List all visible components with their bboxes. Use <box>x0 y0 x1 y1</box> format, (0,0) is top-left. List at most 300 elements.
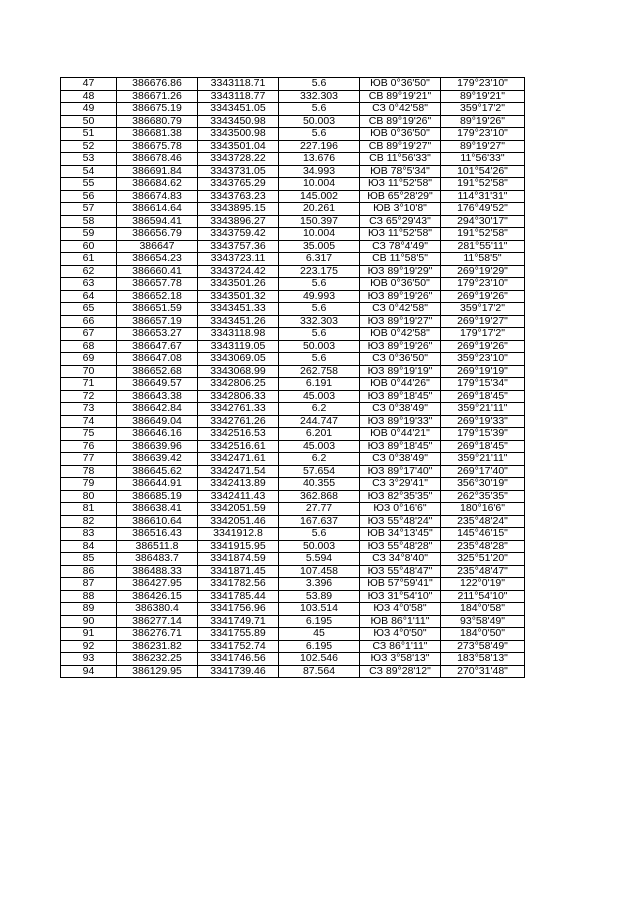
point-number-cell: 76 <box>61 440 117 453</box>
distance-cell: 50.003 <box>279 115 360 128</box>
azimuth-cell: 11°56'33" <box>441 153 525 166</box>
y-coordinate-cell: 3343728.22 <box>198 153 279 166</box>
y-coordinate-cell: 3343451.26 <box>198 315 279 328</box>
x-coordinate-cell: 386654.23 <box>117 253 198 266</box>
distance-cell: 227.196 <box>279 140 360 153</box>
table-row <box>61 453 525 466</box>
x-coordinate-cell: 386645.62 <box>117 465 198 478</box>
rhumb-cell: ЮЗ 0°16'6" <box>360 503 441 516</box>
point-number-cell: 50 <box>61 115 117 128</box>
rhumb-cell: ЮВ 0°44'21" <box>360 428 441 441</box>
rhumb-cell: ЮВ 34°13'45" <box>360 528 441 541</box>
x-coordinate-cell: 386652.68 <box>117 365 198 378</box>
rhumb-cell: СВ 11°56'33" <box>360 153 441 166</box>
distance-cell: 35.005 <box>279 240 360 253</box>
y-coordinate-cell: 3343118.77 <box>198 90 279 103</box>
azimuth-cell: 359°17'2" <box>441 303 525 316</box>
azimuth-cell: 269°19'27" <box>441 315 525 328</box>
y-coordinate-cell: 3343501.32 <box>198 290 279 303</box>
azimuth-cell: 294°30'17" <box>441 215 525 228</box>
distance-cell: 40.355 <box>279 478 360 491</box>
table-row <box>61 215 525 228</box>
x-coordinate-cell: 386657.19 <box>117 315 198 328</box>
y-coordinate-cell: 3343765.29 <box>198 178 279 191</box>
table-row <box>61 165 525 178</box>
rhumb-cell: ЮЗ 89°18'45" <box>360 440 441 453</box>
x-coordinate-cell: 386657.78 <box>117 278 198 291</box>
distance-cell: 6.2 <box>279 453 360 466</box>
y-coordinate-cell: 3341746.56 <box>198 653 279 666</box>
azimuth-cell: 89°19'26" <box>441 115 525 128</box>
azimuth-cell: 191°52'58" <box>441 228 525 241</box>
y-coordinate-cell: 3343895.15 <box>198 203 279 216</box>
y-coordinate-cell: 3343501.04 <box>198 140 279 153</box>
table-row <box>61 465 525 478</box>
point-number-cell: 67 <box>61 328 117 341</box>
azimuth-cell: 356°30'19" <box>441 478 525 491</box>
table-row <box>61 140 525 153</box>
azimuth-cell: 122°0'19" <box>441 578 525 591</box>
point-number-cell: 64 <box>61 290 117 303</box>
table-row <box>61 603 525 616</box>
azimuth-cell: 273°58'49" <box>441 640 525 653</box>
rhumb-cell: ЮВ 78°5'34" <box>360 165 441 178</box>
y-coordinate-cell: 3342761.26 <box>198 415 279 428</box>
distance-cell: 5.6 <box>279 103 360 116</box>
distance-cell: 34.993 <box>279 165 360 178</box>
rhumb-cell: СЗ 86°1'11" <box>360 640 441 653</box>
distance-cell: 53.89 <box>279 590 360 603</box>
distance-cell: 5.6 <box>279 303 360 316</box>
y-coordinate-cell: 3343450.98 <box>198 115 279 128</box>
rhumb-cell: ЮВ 0°36'50" <box>360 278 441 291</box>
azimuth-cell: 180°16'6" <box>441 503 525 516</box>
point-number-cell: 91 <box>61 628 117 641</box>
y-coordinate-cell: 3343723.11 <box>198 253 279 266</box>
y-coordinate-cell: 3342413.89 <box>198 478 279 491</box>
y-coordinate-cell: 3343501.26 <box>198 278 279 291</box>
x-coordinate-cell: 386614.64 <box>117 203 198 216</box>
azimuth-cell: 211°54'10" <box>441 590 525 603</box>
rhumb-cell: СЗ 89°28'12" <box>360 665 441 678</box>
distance-cell: 45 <box>279 628 360 641</box>
rhumb-cell: ЮЗ 89°19'27" <box>360 315 441 328</box>
distance-cell: 5.6 <box>279 278 360 291</box>
y-coordinate-cell: 3341782.56 <box>198 578 279 591</box>
distance-cell: 57.654 <box>279 465 360 478</box>
rhumb-cell: ЮЗ 89°19'29" <box>360 265 441 278</box>
distance-cell: 45.003 <box>279 440 360 453</box>
distance-cell: 223.175 <box>279 265 360 278</box>
point-number-cell: 70 <box>61 365 117 378</box>
azimuth-cell: 183°58'13" <box>441 653 525 666</box>
distance-cell: 10.004 <box>279 228 360 241</box>
point-number-cell: 47 <box>61 78 117 91</box>
rhumb-cell: ЮЗ 11°52'58" <box>360 228 441 241</box>
rhumb-cell: ЮЗ 4°0'58" <box>360 603 441 616</box>
azimuth-cell: 359°21'11" <box>441 403 525 416</box>
x-coordinate-cell: 386488.33 <box>117 565 198 578</box>
y-coordinate-cell: 3341871.45 <box>198 565 279 578</box>
rhumb-cell: ЮЗ 89°19'26" <box>360 340 441 353</box>
x-coordinate-cell: 386277.14 <box>117 615 198 628</box>
point-number-cell: 87 <box>61 578 117 591</box>
y-coordinate-cell: 3343759.42 <box>198 228 279 241</box>
x-coordinate-cell: 386483.7 <box>117 553 198 566</box>
rhumb-cell: ЮВ 3°10'8" <box>360 203 441 216</box>
y-coordinate-cell: 3343724.42 <box>198 265 279 278</box>
table-row <box>61 278 525 291</box>
point-number-cell: 85 <box>61 553 117 566</box>
rhumb-cell: ЮЗ 89°18'45" <box>360 390 441 403</box>
azimuth-cell: 184°0'58" <box>441 603 525 616</box>
x-coordinate-cell: 386610.64 <box>117 515 198 528</box>
azimuth-cell: 262°35'35" <box>441 490 525 503</box>
rhumb-cell: СЗ 0°38'49" <box>360 403 441 416</box>
x-coordinate-cell: 386129.95 <box>117 665 198 678</box>
x-coordinate-cell: 386646.16 <box>117 428 198 441</box>
azimuth-cell: 269°19'29" <box>441 265 525 278</box>
y-coordinate-cell: 3343731.05 <box>198 165 279 178</box>
point-number-cell: 62 <box>61 265 117 278</box>
azimuth-cell: 269°19'26" <box>441 340 525 353</box>
table-row <box>61 78 525 91</box>
table-row <box>61 353 525 366</box>
table-row <box>61 565 525 578</box>
point-number-cell: 51 <box>61 128 117 141</box>
distance-cell: 50.003 <box>279 340 360 353</box>
point-number-cell: 71 <box>61 378 117 391</box>
table-row <box>61 290 525 303</box>
x-coordinate-cell: 386674.83 <box>117 190 198 203</box>
point-number-cell: 75 <box>61 428 117 441</box>
point-number-cell: 82 <box>61 515 117 528</box>
y-coordinate-cell: 3342516.53 <box>198 428 279 441</box>
rhumb-cell: ЮЗ 55°48'47" <box>360 565 441 578</box>
azimuth-cell: 281°55'11" <box>441 240 525 253</box>
table-row <box>61 528 525 541</box>
table-row <box>61 428 525 441</box>
rhumb-cell: ЮЗ 89°19'19" <box>360 365 441 378</box>
distance-cell: 6.317 <box>279 253 360 266</box>
y-coordinate-cell: 3342051.59 <box>198 503 279 516</box>
distance-cell: 5.6 <box>279 128 360 141</box>
azimuth-cell: 179°23'10" <box>441 128 525 141</box>
table-row <box>61 440 525 453</box>
point-number-cell: 72 <box>61 390 117 403</box>
x-coordinate-cell: 386660.41 <box>117 265 198 278</box>
distance-cell: 167.637 <box>279 515 360 528</box>
point-number-cell: 90 <box>61 615 117 628</box>
y-coordinate-cell: 3341755.89 <box>198 628 279 641</box>
rhumb-cell: ЮВ 0°36'50" <box>360 78 441 91</box>
point-number-cell: 86 <box>61 565 117 578</box>
y-coordinate-cell: 3341739.46 <box>198 665 279 678</box>
distance-cell: 362.868 <box>279 490 360 503</box>
x-coordinate-cell: 386426.15 <box>117 590 198 603</box>
point-number-cell: 84 <box>61 540 117 553</box>
table-row <box>61 340 525 353</box>
y-coordinate-cell: 3342411.43 <box>198 490 279 503</box>
rhumb-cell: СВ 11°58'5" <box>360 253 441 266</box>
y-coordinate-cell: 3343757.36 <box>198 240 279 253</box>
x-coordinate-cell: 386639.42 <box>117 453 198 466</box>
table-row <box>61 153 525 166</box>
rhumb-cell: ЮЗ 11°52'58" <box>360 178 441 191</box>
distance-cell: 262.758 <box>279 365 360 378</box>
azimuth-cell: 179°15'39" <box>441 428 525 441</box>
x-coordinate-cell: 386691.84 <box>117 165 198 178</box>
rhumb-cell: ЮВ 86°1'11" <box>360 615 441 628</box>
y-coordinate-cell: 3343451.33 <box>198 303 279 316</box>
point-number-cell: 48 <box>61 90 117 103</box>
x-coordinate-cell: 386675.19 <box>117 103 198 116</box>
x-coordinate-cell: 386380.4 <box>117 603 198 616</box>
azimuth-cell: 89°19'27" <box>441 140 525 153</box>
azimuth-cell: 179°23'10" <box>441 78 525 91</box>
rhumb-cell: СЗ 0°38'49" <box>360 453 441 466</box>
rhumb-cell: ЮЗ 4°0'50" <box>360 628 441 641</box>
table-row <box>61 240 525 253</box>
distance-cell: 5.6 <box>279 353 360 366</box>
point-number-cell: 57 <box>61 203 117 216</box>
table-row <box>61 640 525 653</box>
x-coordinate-cell: 386638.41 <box>117 503 198 516</box>
y-coordinate-cell: 3342516.61 <box>198 440 279 453</box>
y-coordinate-cell: 3342471.61 <box>198 453 279 466</box>
distance-cell: 6.191 <box>279 378 360 391</box>
table-row <box>61 103 525 116</box>
y-coordinate-cell: 3343763.23 <box>198 190 279 203</box>
point-number-cell: 88 <box>61 590 117 603</box>
table-row <box>61 203 525 216</box>
distance-cell: 150.397 <box>279 215 360 228</box>
x-coordinate-cell: 386232.25 <box>117 653 198 666</box>
x-coordinate-cell: 386651.59 <box>117 303 198 316</box>
azimuth-cell: 359°23'10" <box>441 353 525 366</box>
y-coordinate-cell: 3342806.25 <box>198 378 279 391</box>
azimuth-cell: 179°15'34" <box>441 378 525 391</box>
rhumb-cell: ЮЗ 55°48'24" <box>360 515 441 528</box>
rhumb-cell: СЗ 0°42'58" <box>360 103 441 116</box>
rhumb-cell: ЮВ 0°42'58" <box>360 328 441 341</box>
x-coordinate-cell: 386656.79 <box>117 228 198 241</box>
x-coordinate-cell: 386594.41 <box>117 215 198 228</box>
x-coordinate-cell: 386653.27 <box>117 328 198 341</box>
rhumb-cell: СЗ 65°29'43" <box>360 215 441 228</box>
x-coordinate-cell: 386647 <box>117 240 198 253</box>
azimuth-cell: 269°18'45" <box>441 390 525 403</box>
y-coordinate-cell: 3341915.95 <box>198 540 279 553</box>
table-row <box>61 190 525 203</box>
x-coordinate-cell: 386675.78 <box>117 140 198 153</box>
x-coordinate-cell: 386511.8 <box>117 540 198 553</box>
point-number-cell: 81 <box>61 503 117 516</box>
azimuth-cell: 179°23'10" <box>441 278 525 291</box>
table-row <box>61 490 525 503</box>
x-coordinate-cell: 386643.38 <box>117 390 198 403</box>
table-row <box>61 265 525 278</box>
table-row <box>61 665 525 678</box>
point-number-cell: 60 <box>61 240 117 253</box>
azimuth-cell: 325°51'20" <box>441 553 525 566</box>
table-row <box>61 128 525 141</box>
rhumb-cell: ЮВ 57°59'41" <box>360 578 441 591</box>
azimuth-cell: 235°48'47" <box>441 565 525 578</box>
rhumb-cell: ЮЗ 82°35'35" <box>360 490 441 503</box>
point-number-cell: 92 <box>61 640 117 653</box>
azimuth-cell: 89°19'21" <box>441 90 525 103</box>
azimuth-cell: 179°17'2" <box>441 328 525 341</box>
rhumb-cell: СЗ 3°29'41" <box>360 478 441 491</box>
point-number-cell: 79 <box>61 478 117 491</box>
rhumb-cell: СЗ 78°4'49" <box>360 240 441 253</box>
rhumb-cell: СВ 89°19'26" <box>360 115 441 128</box>
y-coordinate-cell: 3343118.71 <box>198 78 279 91</box>
y-coordinate-cell: 3341785.44 <box>198 590 279 603</box>
distance-cell: 6.201 <box>279 428 360 441</box>
distance-cell: 5.6 <box>279 328 360 341</box>
point-number-cell: 78 <box>61 465 117 478</box>
point-number-cell: 77 <box>61 453 117 466</box>
x-coordinate-cell: 386649.57 <box>117 378 198 391</box>
rhumb-cell: СЗ 34°8'40" <box>360 553 441 566</box>
rhumb-cell: СЗ 0°36'50" <box>360 353 441 366</box>
table-row <box>61 478 525 491</box>
distance-cell: 87.564 <box>279 665 360 678</box>
coordinates-table-body <box>61 78 525 678</box>
point-number-cell: 54 <box>61 165 117 178</box>
table-row <box>61 653 525 666</box>
distance-cell: 5.6 <box>279 78 360 91</box>
x-coordinate-cell: 386649.04 <box>117 415 198 428</box>
point-number-cell: 49 <box>61 103 117 116</box>
azimuth-cell: 359°17'2" <box>441 103 525 116</box>
distance-cell: 107.458 <box>279 565 360 578</box>
x-coordinate-cell: 386678.46 <box>117 153 198 166</box>
y-coordinate-cell: 3343451.05 <box>198 103 279 116</box>
distance-cell: 5.6 <box>279 528 360 541</box>
x-coordinate-cell: 386684.62 <box>117 178 198 191</box>
distance-cell: 332.303 <box>279 90 360 103</box>
distance-cell: 6.195 <box>279 615 360 628</box>
azimuth-cell: 269°19'33" <box>441 415 525 428</box>
azimuth-cell: 359°21'11" <box>441 453 525 466</box>
table-row <box>61 378 525 391</box>
distance-cell: 103.514 <box>279 603 360 616</box>
point-number-cell: 93 <box>61 653 117 666</box>
table-row <box>61 628 525 641</box>
table-row <box>61 228 525 241</box>
y-coordinate-cell: 3341749.71 <box>198 615 279 628</box>
x-coordinate-cell: 386681.38 <box>117 128 198 141</box>
azimuth-cell: 235°48'28" <box>441 540 525 553</box>
y-coordinate-cell: 3343069.05 <box>198 353 279 366</box>
distance-cell: 3.396 <box>279 578 360 591</box>
y-coordinate-cell: 3343118.98 <box>198 328 279 341</box>
x-coordinate-cell: 386231.82 <box>117 640 198 653</box>
x-coordinate-cell: 386276.71 <box>117 628 198 641</box>
rhumb-cell: СВ 89°19'21" <box>360 90 441 103</box>
distance-cell: 244.747 <box>279 415 360 428</box>
azimuth-cell: 11°58'5" <box>441 253 525 266</box>
table-row <box>61 315 525 328</box>
distance-cell: 10.004 <box>279 178 360 191</box>
x-coordinate-cell: 386685.19 <box>117 490 198 503</box>
distance-cell: 145.002 <box>279 190 360 203</box>
y-coordinate-cell: 3343500.98 <box>198 128 279 141</box>
point-number-cell: 74 <box>61 415 117 428</box>
point-number-cell: 53 <box>61 153 117 166</box>
y-coordinate-cell: 3343068.99 <box>198 365 279 378</box>
table-row <box>61 540 525 553</box>
x-coordinate-cell: 386652.18 <box>117 290 198 303</box>
point-number-cell: 68 <box>61 340 117 353</box>
coordinates-table <box>60 77 525 678</box>
point-number-cell: 94 <box>61 665 117 678</box>
rhumb-cell: ЮЗ 89°17'40" <box>360 465 441 478</box>
distance-cell: 49.993 <box>279 290 360 303</box>
rhumb-cell: ЮЗ 31°54'10" <box>360 590 441 603</box>
distance-cell: 5.594 <box>279 553 360 566</box>
distance-cell: 102.546 <box>279 653 360 666</box>
y-coordinate-cell: 3341912.8 <box>198 528 279 541</box>
point-number-cell: 55 <box>61 178 117 191</box>
rhumb-cell: СВ 89°19'27" <box>360 140 441 153</box>
table-row <box>61 578 525 591</box>
table-row <box>61 90 525 103</box>
y-coordinate-cell: 3341752.74 <box>198 640 279 653</box>
rhumb-cell: ЮВ 0°36'50" <box>360 128 441 141</box>
x-coordinate-cell: 386642.84 <box>117 403 198 416</box>
point-number-cell: 58 <box>61 215 117 228</box>
table-row <box>61 390 525 403</box>
point-number-cell: 63 <box>61 278 117 291</box>
table-row <box>61 515 525 528</box>
y-coordinate-cell: 3343119.05 <box>198 340 279 353</box>
point-number-cell: 66 <box>61 315 117 328</box>
x-coordinate-cell: 386516.43 <box>117 528 198 541</box>
x-coordinate-cell: 386639.96 <box>117 440 198 453</box>
table-row <box>61 115 525 128</box>
point-number-cell: 59 <box>61 228 117 241</box>
y-coordinate-cell: 3341756.96 <box>198 603 279 616</box>
azimuth-cell: 269°18'45" <box>441 440 525 453</box>
distance-cell: 20.261 <box>279 203 360 216</box>
point-number-cell: 83 <box>61 528 117 541</box>
table-row <box>61 403 525 416</box>
distance-cell: 45.003 <box>279 390 360 403</box>
distance-cell: 50.003 <box>279 540 360 553</box>
table-row <box>61 553 525 566</box>
azimuth-cell: 269°17'40" <box>441 465 525 478</box>
azimuth-cell: 235°48'24" <box>441 515 525 528</box>
azimuth-cell: 101°54'26" <box>441 165 525 178</box>
azimuth-cell: 93°58'49" <box>441 615 525 628</box>
y-coordinate-cell: 3342761.33 <box>198 403 279 416</box>
x-coordinate-cell: 386644.91 <box>117 478 198 491</box>
azimuth-cell: 176°49'52" <box>441 203 525 216</box>
rhumb-cell: СЗ 0°42'58" <box>360 303 441 316</box>
x-coordinate-cell: 386680.79 <box>117 115 198 128</box>
rhumb-cell: ЮВ 65°28'29" <box>360 190 441 203</box>
point-number-cell: 73 <box>61 403 117 416</box>
azimuth-cell: 145°46'15" <box>441 528 525 541</box>
point-number-cell: 56 <box>61 190 117 203</box>
distance-cell: 332.303 <box>279 315 360 328</box>
x-coordinate-cell: 386647.08 <box>117 353 198 366</box>
azimuth-cell: 191°52'58" <box>441 178 525 191</box>
